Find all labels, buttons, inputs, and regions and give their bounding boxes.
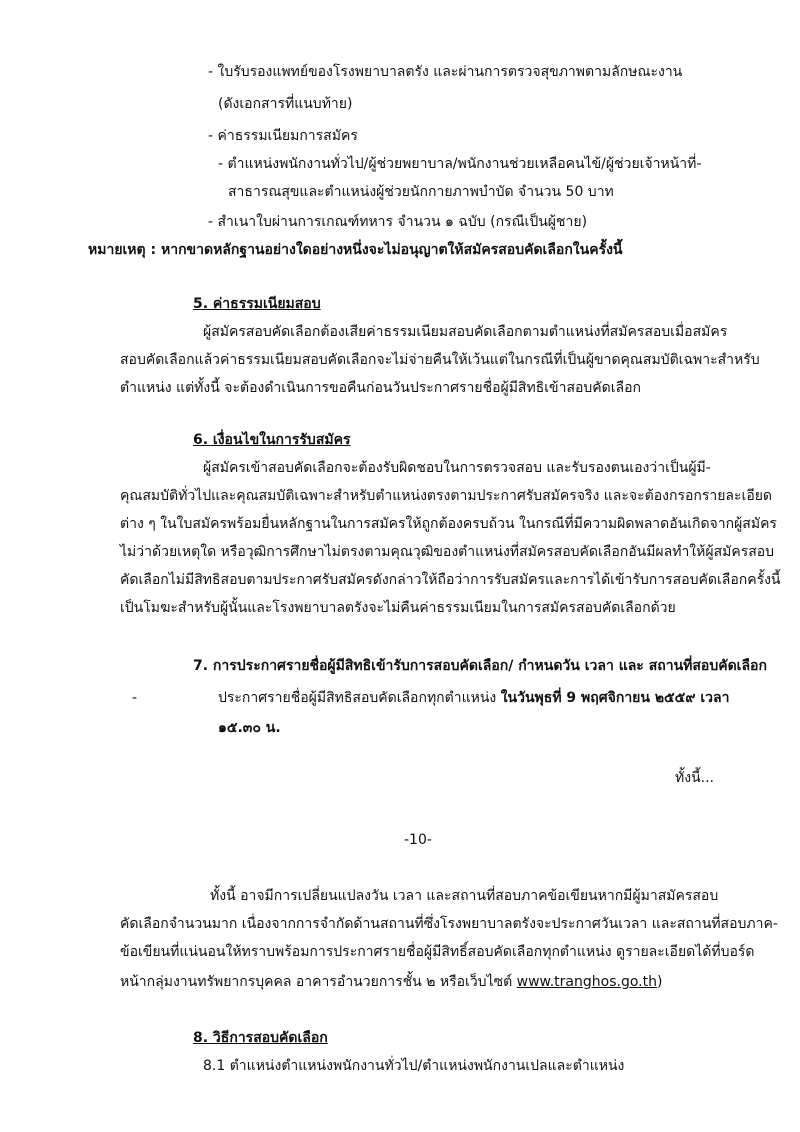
section-7-heading: 7. การประกาศรายชื่อผู้มีสิทธิเข้ารับการสอบคัดเลือก/ กำหนดวัน เวลา และ สถานที่สอบคัดเลือก xyxy=(193,658,767,674)
section-5-heading: 5. ค่าธรรมเนียมสอบ xyxy=(193,296,321,312)
bullet-application-fee: - ค่าธรรมเนียมการสมัคร xyxy=(208,128,358,144)
page-continuation: ทั้งนี้... xyxy=(675,770,714,786)
section-6-line-3: ต่าง ๆ ในใบสมัครพร้อมยื่นหลักฐานในการสมัครให้ถูกต้องครบถ้วน ในกรณีที่มีความผิดพลาดอันเกิดจากผู้สมัคร xyxy=(120,516,777,532)
section-6-heading: 6. เงื่อนไขในการรับสมัคร xyxy=(193,432,351,448)
section-6-line-6: เป็นโมฆะสำหรับผู้นั้นและโรงพยาบาลตรังจะไม่คืนค่าธรรมเนียมในการสมัครสอบคัดเลือกด้วย xyxy=(120,600,676,616)
section-5-line-1: ผู้สมัครสอบคัดเลือกต้องเสียค่าธรรมเนียมสอบคัดเลือกตามตำแหน่งที่สมัครสอบเมื่อสมัคร xyxy=(203,324,728,340)
page-number: -10- xyxy=(404,832,432,848)
section-6-line-1: ผู้สมัครเข้าสอบคัดเลือกจะต้องรับผิดชอบในการตรวจสอบ และรับรองตนเองว่าเป็นผู้มี- xyxy=(203,460,711,476)
paragraph-line-4-close: ) xyxy=(656,974,663,990)
website-link[interactable]: www.tranghos.go.th xyxy=(516,974,657,990)
bullet-medical-cert-cont: (ดังเอกสารที่แนบท้าย) xyxy=(218,96,353,112)
section-8-1-line: 8.1 ตำแหน่งตำแหน่งพนักงานทั่วไป/ตำแหน่งพนักงานเปลและตำแหน่ง xyxy=(203,1058,625,1074)
bullet-military-doc: - สำเนาใบผ่านการเกณฑ์ทหาร จำนวน ๑ ฉบับ (กรณีเป็นผู้ชาย) xyxy=(208,214,588,230)
section-5-line-3: ตำแหน่ง แต่ทั้งนี้ จะต้องดำเนินการขอคืนก่อนวันประกาศรายชื่อผู้มีสิทธิเข้าสอบคัดเลือก xyxy=(120,380,642,396)
paragraph-line-4 xyxy=(120,972,662,992)
announce-text: ประกาศรายชื่อผู้มีสิทธิสอบคัดเลือกทุกตำแหน่ง xyxy=(218,690,501,706)
section-7-line-2: ๑๕.๓๐ น. xyxy=(218,720,281,736)
section-6-line-2: คุณสมบัติทั่วไปและคุณสมบัติเฉพาะสำหรับตำแหน่งตรงตามประกาศรับสมัครจริง และจะต้องกรอกรายละเอียด xyxy=(120,488,773,504)
announce-date: ในวันพุธที่ 9 พฤศจิกายน ๒๕๕๙ เวลา xyxy=(500,690,730,706)
paragraph-line-1: ทั้งนี้ อาจมีการเปลี่ยนแปลงวัน เวลา และสถานที่สอบภาคข้อเขียนหากมีผู้มาสมัครสอบ xyxy=(210,888,719,904)
bullet-medical-cert: - ใบรับรองแพทย์ของโรงพยาบาลตรัง และผ่านการตรวจสุขภาพตามลักษณะงาน xyxy=(208,64,683,80)
paragraph-line-4-text: หน้ากลุ่มงานทรัพยากรบุคคล อาคารอำนวยการชั้น ๒ หรือเว็บไซต์ xyxy=(120,974,517,990)
fee-sub-line-1: - ตำแหน่งพนักงานทั่วไป/ผู้ช่วยพยาบาล/พนักงานช่วยเหลือคนไข้/ผู้ช่วยเจ้าหน้าที่- xyxy=(218,156,702,172)
section-8-heading: 8. วิธีการสอบคัดเลือก xyxy=(193,1030,328,1046)
section-6-line-5: คัดเลือกไม่มีสิทธิสอบตามประกาศรับสมัครดังกล่าวให้ถือว่าการรับสมัครและการได้เข้ารับการสอบคัดเลือกครั้งนี้ xyxy=(120,572,781,588)
section-7-line-1 xyxy=(218,688,729,708)
note-line: หมายเหตุ : หากขาดหลักฐานอย่างใดอย่างหนึ่งจะไม่อนุญาตให้สมัครสอบคัดเลือกในครั้งนี้ xyxy=(88,242,623,258)
fee-sub-line-2: สาธารณสุขและตำแหน่งผู้ช่วยนักกายภาพบำบัด จำนวน 50 บาท xyxy=(228,184,614,200)
section-6-line-4: ไม่ว่าด้วยเหตุใด หรือวุฒิการศึกษาไม่ตรงตามคุณวุฒิของตำแหน่งที่สมัครสอบคัดเลือกอันมีผลทำให้ผู้สมัครสอบ xyxy=(120,544,775,560)
paragraph-line-2: คัดเลือกจำนวนมาก เนื่องจากการจำกัดด้านสถานที่ซึ่งโรงพยาบาลตรังจะประกาศวันเวลา และสถานที่สอบภาค- xyxy=(120,916,778,932)
section-5-line-2: สอบคัดเลือกแล้วค่าธรรมเนียมสอบคัดเลือกจะไม่จ่ายคืนให้เว้นแต่ในกรณีที่เป็นผู้ขาดคุณสมบัติเฉพาะสำหรับ xyxy=(120,352,760,368)
paragraph-line-3: ข้อเขียนที่แน่นอนให้ทราบพร้อมการประกาศรายชื่อผู้มีสิทธิ์สอบคัดเลือกทุกตำแหน่ง ดูรายละเอียดได้ที่บอร์ด xyxy=(120,944,755,960)
section-7-dash: - xyxy=(132,690,138,706)
